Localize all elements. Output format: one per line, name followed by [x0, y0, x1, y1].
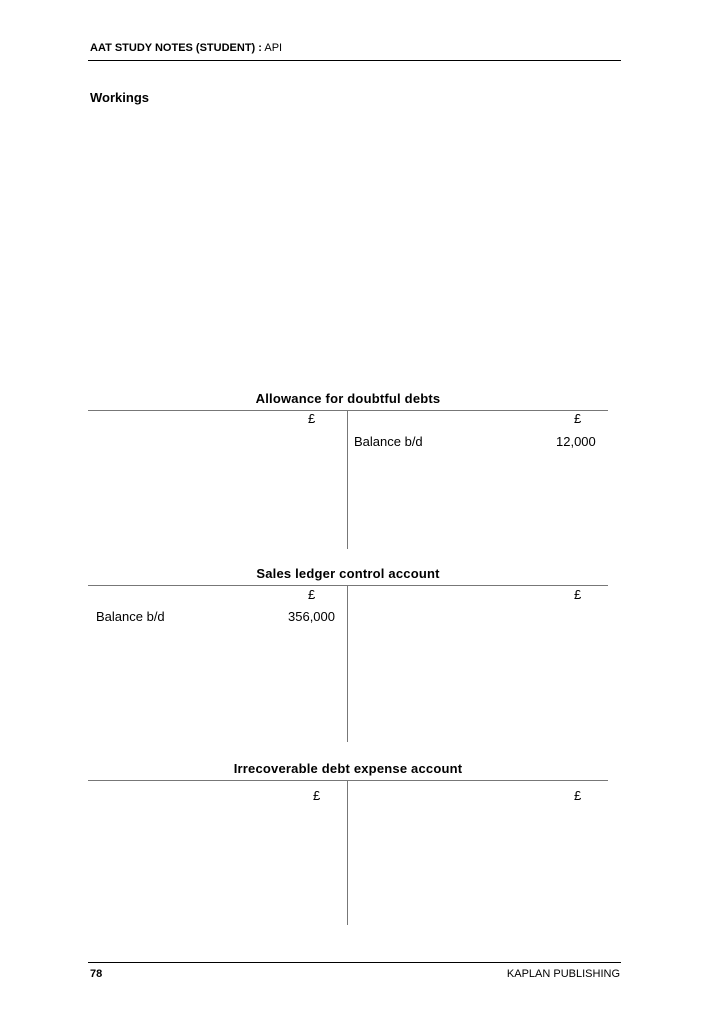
account-top-rule: [88, 410, 608, 411]
credit-entry-label: Balance b/d: [354, 434, 423, 449]
credit-entry-amount: 12,000: [556, 434, 596, 449]
account-top-rule: [88, 585, 608, 586]
header-title: AAT STUDY NOTES (STUDENT) :: [90, 42, 262, 54]
credit-currency-header: £: [574, 587, 582, 602]
debit-currency-header: £: [308, 587, 316, 602]
account-title: Sales ledger control account: [256, 566, 440, 581]
t-account-sales-ledger: [88, 566, 608, 746]
header-rule: [88, 60, 621, 61]
header-subtitle: API: [261, 42, 283, 54]
account-title: Irrecoverable debt expense account: [233, 761, 463, 776]
t-account-allowance: [88, 391, 608, 551]
account-title: Allowance for doubtful debts: [255, 391, 441, 406]
section-heading: Workings: [90, 90, 149, 105]
page-number: 78: [90, 968, 103, 980]
account-top-rule: [88, 780, 608, 781]
account-divider: [347, 585, 348, 742]
debit-entry-amount: 356,000: [288, 609, 335, 624]
credit-currency-header: £: [574, 788, 582, 803]
t-account-irrecoverable-debt: [88, 761, 608, 931]
debit-currency-header: £: [313, 788, 321, 803]
credit-currency-header: £: [574, 411, 582, 426]
publisher-name: KAPLAN PUBLISHING: [506, 968, 620, 980]
footer-rule: [88, 962, 621, 963]
account-divider: [347, 410, 348, 549]
running-header: [90, 42, 282, 54]
account-divider: [347, 780, 348, 925]
debit-entry-label: Balance b/d: [96, 609, 165, 624]
debit-currency-header: £: [308, 411, 316, 426]
